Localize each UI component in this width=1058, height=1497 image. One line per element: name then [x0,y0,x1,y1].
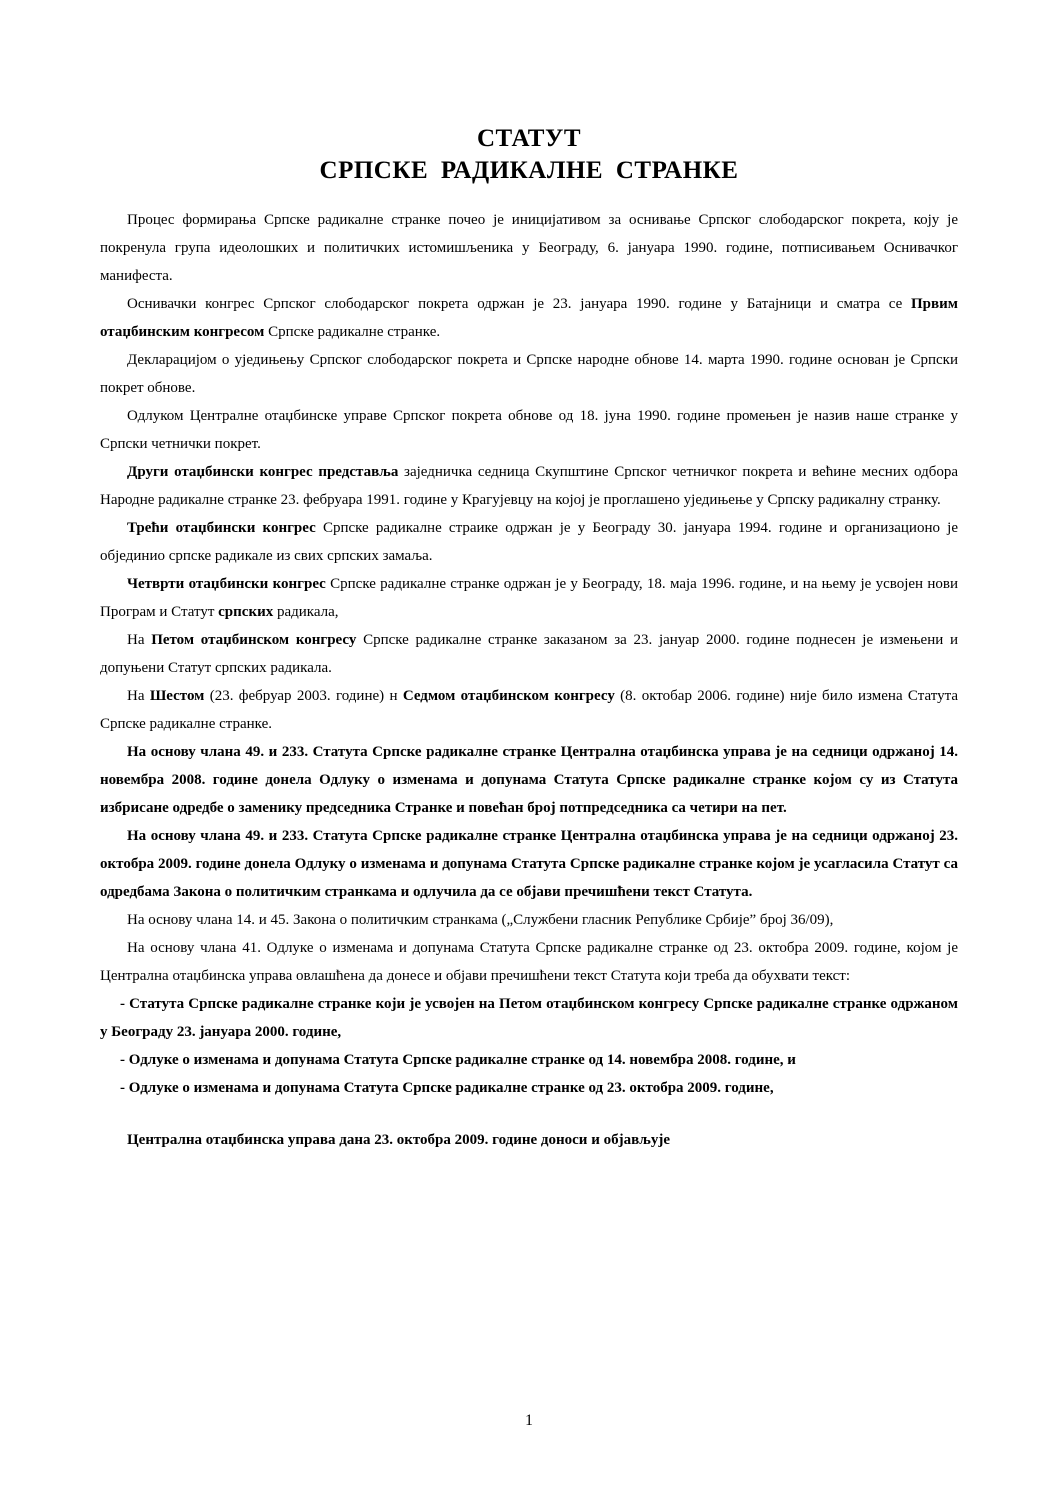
document-subtitle: СРПСКЕ РАДИКАЛНЕ СТРАНКЕ [319,157,739,184]
document-title: СТАТУТ [476,125,582,152]
paragraph-2 [100,290,958,346]
paragraph-9 [100,682,958,738]
paragraph-9-text-e: (8. октобар 2006. године) није било измена Статута Српске радикалне странке. [100,688,958,732]
paragraph-13: На основу члана 41. Одлуке о изменама и допунама Статута Српске радикалне странке од 23. октобра 2009. године, којом је Централна отаџбинска управа овлашћена да донесе и објави пречишћени текст Статута који треба да обухвати текст: [100,940,958,984]
paragraph-9-bold-d: Седмом отаџбинском конгресу [402,688,615,704]
paragraph-5-bold: Други отаџбински конгрес представља [127,464,399,480]
paragraph-1: Процес формирања Српске радикалне странке почео је иницијативом за оснивање Српског слободарског покрета, коју је покренула група идеолошких и политичких истомишљеника у Београду, 6. јануара 1990. године, потписивањем Оснивачког манифеста. [100,212,958,284]
paragraph-12: На основу члана 14. и 45. Закона о политичким странкама („Службени гласник Републике Србије” број 36/09), [127,912,834,928]
paragraph-6-bold: Трећи отаџбински конгрес [127,520,316,536]
paragraph-3: Декларацијом о уједињењу Српског слободарског покрета и Српске народне обнове 14. марта 1990. године основан је Српски покрет обнове. [100,352,958,396]
page-number: 1 [525,1412,533,1429]
paragraph-9-bold-b: Шестом [149,688,205,704]
paragraph-2-bold: Првим отаџбинским конгресом [100,296,958,340]
paragraph-9-text-c: (23. фебруар 2003. године) н [204,688,403,704]
paragraph-8-bold: Петом отаџбинском конгресу [151,632,357,648]
paragraph-10: На основу члана 49. и 233. Статута Српске радикалне странке Централна отаџбинска управа је на седници одржаној 14. новембра 2008. године донела Одлуку о изменама и допунама Статута Српске радикалне странке којом су из Статута избрисане одредбе о заменику председника Странке и повећан број потпредседника са четири на пет. [100,744,958,816]
paragraph-5 [100,458,958,514]
paragraph-6-text: Српске радикалне страике одржан је у Београду 30. јануара 1994. године и организационо је објединио српске радикале из свих српских замаља. [100,520,958,564]
paragraph-11: На основу члана 49. и 233. Статута Српске радикалне странке Централна отаџбинска управа је на седници одржаној 23. октобра 2009. године донела Одлуку о изменама и допунама Статута Српске радикалне странке којом је усагласила Статут са одредбама Закона о политичким странкама и одлучила да се објави пречишћени текст Статута. [100,828,958,900]
paragraph-7-bold: Четврти отаџбински конгрес [127,576,326,592]
paragraph-7-text-b: Српске радикалне странке одржан је у Београду, 18. маја 1996. године, и на њему је усвојен нови Програм и Статут [100,576,958,620]
paragraph-6 [100,514,958,570]
paragraph-8 [100,626,958,682]
paragraph-2-text-a: Оснивачки конгрес Српског слободарског покрета одржан је 23. јануара 1990. године у Батајници и сматра се [127,296,912,312]
closing-statement: Централна отаџбинска управа дана 23. октобра 2009. године доноси и објављује [127,1132,671,1148]
list-item-2: - Одлуке о изменама и допунама Статута Српске радикалне странке од 14. новембра 2008. године, и [120,1052,796,1068]
document-body [100,206,958,1154]
paragraph-7 [100,570,958,626]
list-item-3: - Одлуке о изменама и допунама Статута Српске радикалне странке од 23. октобра 2009. године, [120,1080,774,1096]
paragraph-4: Одлуком Централне отаџбинске управе Српског покрета обнове од 18. јуна 1990. године промењен је назив наше странке у Српски четнички покрет. [100,408,958,452]
paragraph-7-text-d: радикала, [273,604,339,620]
paragraph-2-text-c: Српске радикалне странке. [264,324,441,340]
list-item-1: - Статута Српске радикалне странке који је усвојен на Петом отаџбинском конгресу Српске радикалне странке одржаном у Београду 23. јануара 2000. године, [100,996,958,1040]
paragraph-9-text-a: На [127,688,150,704]
paragraph-7-bold-c: српских [218,604,274,620]
paragraph-5-text: заједничка седница Скупштине Српског четничког покрета и већине месних одбора Народне радикалне странке 23. фебруара 1991. године у Крагујевцу на којој је проглашено уједињење у Српску радикалну странку. [100,464,958,508]
paragraph-8-text-c: Српске радикалне странке заказаном за 23. јануар 2000. године поднесен је измењени и допуњени Статут српских радикала. [100,632,958,676]
paragraph-8-text-a: На [127,632,152,648]
